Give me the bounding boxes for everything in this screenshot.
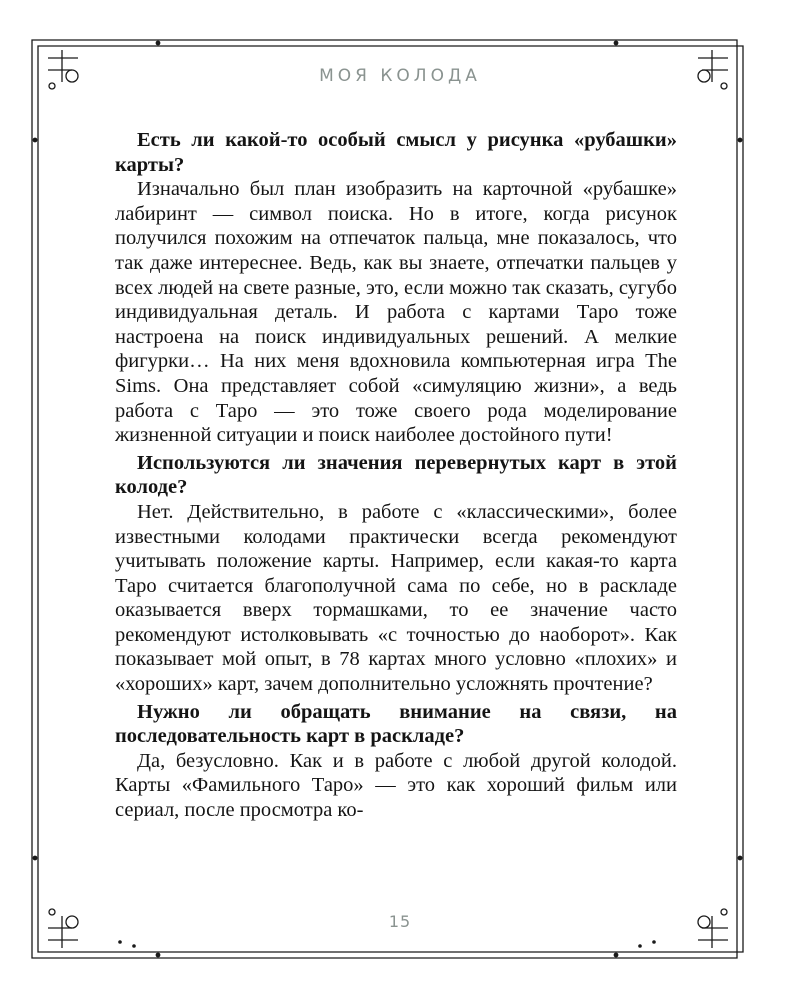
running-header: МОЯ КОЛОДА — [319, 66, 481, 86]
page-body — [115, 128, 677, 823]
question-1: Есть ли какой-то особый смысл у рисунка «рубашки» карты? — [115, 129, 677, 176]
question-3: Нужно ли обращать внимание на связи, на последовательность карт в раскладе? — [115, 700, 677, 748]
answer-3: Да, безусловно. Как и в работе с любой другой колодой. Карты «Фамильного Таро» — это как хороший фильм или сериал, после просмотра ко- — [115, 749, 677, 822]
question-2: Используются ли значения перевернутых карт в этой колоде? — [115, 451, 677, 499]
answer-2: Нет. Действительно, в работе с «классическими», более известными колодами практически всегда рекомендуют учитывать положение карты. Например, если какая-то карта Таро считается благополучной сама по себе, но в раскладе оказывается вверх тормашками, то ее значение часто рекомендуют истолковывать «с точностью до наоборот». Как показывает мой опыт, в 78 картах много условно «плохих» и «хороших» карт, зачем дополнительно усложнять прочтение? — [115, 500, 677, 696]
page-number: 15 — [388, 912, 412, 931]
answer-1: Изначально был план изобразить на карточной «рубашке» лабиринт — символ поиска. Но в итоге, когда рисунок получился похожим на отпечаток пальца, мне показалось, что так даже интереснее. Ведь, как вы знаете, отпечатки пальцев у всех людей на свете разные, это, если можно так сказать, сугубо индивидуальная деталь. И работа с картами Таро тоже настроена на поиск индивидуальных решений. А мелкие фигурки… На них меня вдохновила компьютерная игра The Sims. Она представляет собой «симуляцию жизни», а ведь работа с Таро — это тоже своего рода моделирование жизненной ситуации и поиск наиболее достойного пути! — [115, 178, 677, 447]
